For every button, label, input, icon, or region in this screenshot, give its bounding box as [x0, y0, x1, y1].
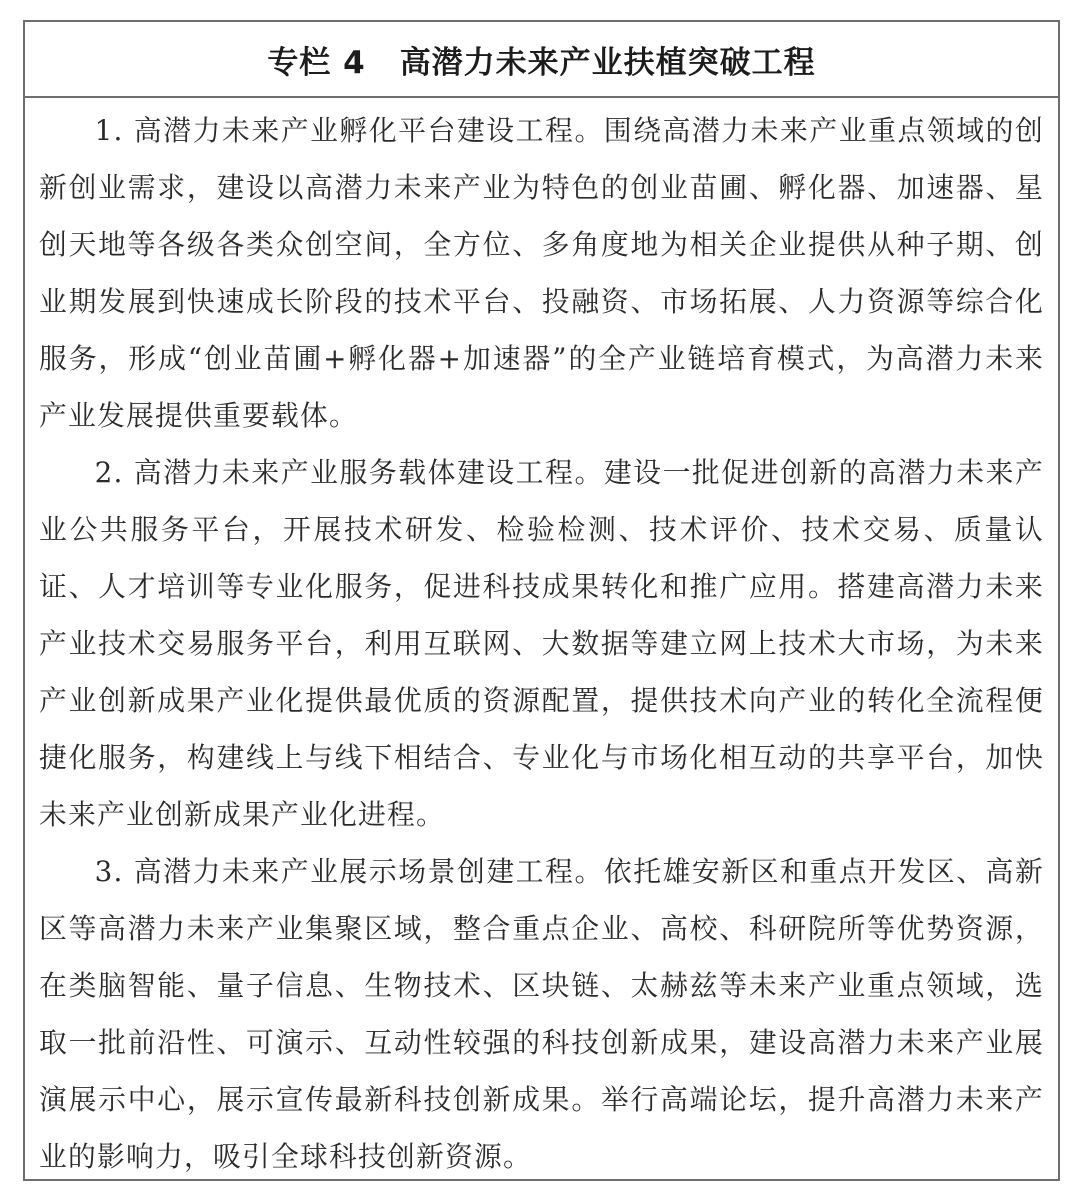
column-body	[25, 98, 1058, 1185]
paragraph-incubation-platform: 1. 高潜力未来产业孵化平台建设工程。围绕高潜力未来产业重点领域的创新创业需求，建设以高潜力未来产业为特色的创业苗圃、孵化器、加速器、星创天地等各级各类众创空间，全方位、多角度地为相关企业提供从种子期、创业期发展到快速成长阶段的技术平台、投融资、市场拓展、人力资源等综合化服务，形成“创业苗圃+孵化器+加速器”的全产业链培育模式，为高潜力未来产业发展提供重要载体。	[39, 114, 1044, 432]
column-box	[23, 20, 1060, 1181]
paragraph-service-carrier: 2. 高潜力未来产业服务载体建设工程。建设一批促进创新的高潜力未来产业公共服务平台，开展技术研发、检验检测、技术评价、技术交易、质量认证、人才培训等专业化服务，促进科技成果转化和推广应用。搭建高潜力未来产业技术交易服务平台，利用互联网、大数据等建立网上技术大市场，为未来产业创新成果产业化提供最优质的资源配置，提供技术向产业的转化全流程便捷化服务，构建线上与线下相结合、专业化与市场化相互动的共享平台，加快未来产业创新成果产业化进程。	[39, 456, 1044, 831]
column-heading: 高潜力未来产业扶植突破工程	[399, 44, 816, 81]
column-title	[25, 22, 1058, 98]
paragraph-showcase-scenario: 3. 高潜力未来产业展示场景创建工程。依托雄安新区和重点开发区、高新区等高潜力未来产业集聚区域，整合重点企业、高校、科研院所等优势资源，在类脑智能、量子信息、生物技术、区块链、太赫兹等未来产业重点领域，选取一批前沿性、可演示、互动性较强的科技创新成果，建设高潜力未来产业展演展示中心，展示宣传最新科技创新成果。举行高端论坛，提升高潜力未来产业的影响力，吸引全球科技创新资源。	[39, 855, 1044, 1173]
column-number: 专栏 4	[267, 44, 366, 81]
